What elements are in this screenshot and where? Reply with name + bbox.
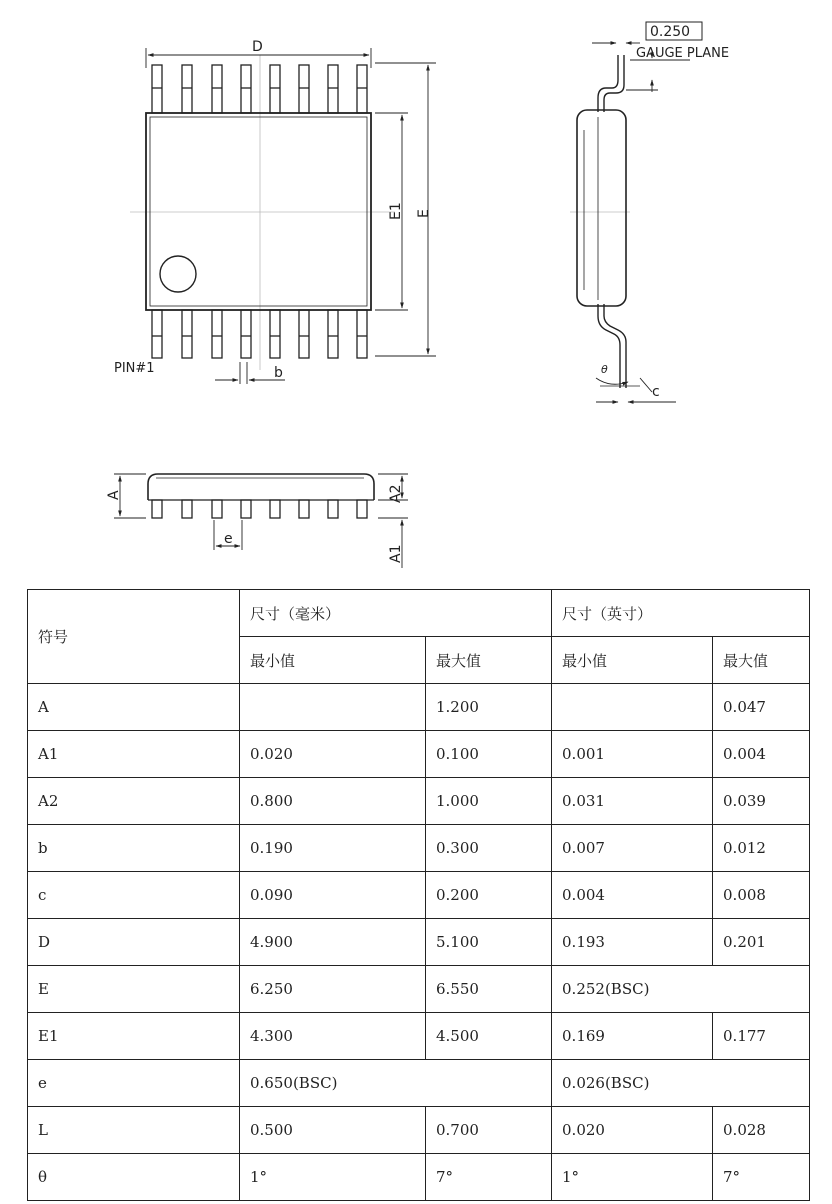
lead-pin xyxy=(212,65,222,113)
mm-min-cell: 0.190 xyxy=(240,825,426,872)
mm-min-cell: 4.300 xyxy=(240,1013,426,1060)
lead-pin xyxy=(328,65,338,113)
table-row xyxy=(28,778,810,825)
symbol-cell: E xyxy=(28,966,240,1013)
dimension-table xyxy=(27,589,810,1201)
lead-pin xyxy=(299,310,309,358)
side-view xyxy=(570,22,702,402)
inch-max-cell: 0.039 xyxy=(713,778,810,825)
table-row xyxy=(28,919,810,966)
front-lead-pin xyxy=(152,500,162,518)
lead-pin xyxy=(357,65,367,113)
symbol-cell: A1 xyxy=(28,731,240,778)
mm-max-cell: 0.700 xyxy=(426,1107,552,1154)
table-row xyxy=(28,825,810,872)
symbol-cell: E1 xyxy=(28,1013,240,1060)
lead-pin xyxy=(299,65,309,113)
symbol-cell: A xyxy=(28,684,240,731)
front-lead-pin xyxy=(357,500,367,518)
inch-min-cell: 0.004 xyxy=(552,872,713,919)
table-row xyxy=(28,684,810,731)
front-lead-pin xyxy=(182,500,192,518)
table-row xyxy=(28,1060,810,1107)
inch-min-cell: 0.193 xyxy=(552,919,713,966)
label-b: b xyxy=(274,365,283,381)
front-view xyxy=(114,474,408,568)
symbol-cell: L xyxy=(28,1107,240,1154)
front-lead-pin xyxy=(241,500,251,518)
pin1-label: PIN#1 xyxy=(114,361,155,376)
label-c: c xyxy=(652,384,660,400)
inch-bsc-cell: 0.252(BSC) xyxy=(552,966,810,1013)
inch-max-header: 最大值 xyxy=(713,637,810,684)
lead-pin xyxy=(182,310,192,358)
table-row xyxy=(28,1107,810,1154)
package-body xyxy=(146,113,371,310)
table-row xyxy=(28,1013,810,1060)
mm-min-cell: 4.900 xyxy=(240,919,426,966)
label-E: E xyxy=(416,209,432,218)
gauge-value: 0.250 xyxy=(650,24,691,40)
inch-max-cell: 0.201 xyxy=(713,919,810,966)
lead-pin xyxy=(357,310,367,358)
symbol-cell: e xyxy=(28,1060,240,1107)
mm-max-cell: 0.200 xyxy=(426,872,552,919)
mm-max-header: 最大值 xyxy=(426,637,552,684)
lead-pin xyxy=(241,310,251,358)
label-e: e xyxy=(224,531,233,547)
symbol-header: 符号 xyxy=(28,590,240,684)
front-lead-pin xyxy=(328,500,338,518)
label-theta: θ xyxy=(601,363,608,376)
mm-min-header: 最小值 xyxy=(240,637,426,684)
pin1-marker xyxy=(160,256,196,292)
inch-min-cell: 0.007 xyxy=(552,825,713,872)
symbol-cell: θ xyxy=(28,1154,240,1201)
inch-min-header: 最小值 xyxy=(552,637,713,684)
label-A: A xyxy=(106,490,122,500)
front-lead-pin xyxy=(299,500,309,518)
mm-max-cell: 0.300 xyxy=(426,825,552,872)
mm-max-cell: 6.550 xyxy=(426,966,552,1013)
table-row xyxy=(28,731,810,778)
mm-max-cell: 4.500 xyxy=(426,1013,552,1060)
mm-min-cell: 0.090 xyxy=(240,872,426,919)
lead-pin xyxy=(270,310,280,358)
mm-bsc-cell: 0.650(BSC) xyxy=(240,1060,552,1107)
symbol-cell: D xyxy=(28,919,240,966)
mm-max-cell: 5.100 xyxy=(426,919,552,966)
inch-max-cell: 0.028 xyxy=(713,1107,810,1154)
mm-max-cell: 7° xyxy=(426,1154,552,1201)
inch-min-cell: 0.031 xyxy=(552,778,713,825)
inch-min-cell xyxy=(552,684,713,731)
mm-min-cell: 0.020 xyxy=(240,731,426,778)
mm-min-cell: 0.500 xyxy=(240,1107,426,1154)
mm-max-cell: 0.100 xyxy=(426,731,552,778)
mm-max-cell: 1.200 xyxy=(426,684,552,731)
inch-max-cell: 7° xyxy=(713,1154,810,1201)
inch-max-cell: 0.047 xyxy=(713,684,810,731)
mm-header: 尺寸（毫米） xyxy=(240,590,552,637)
symbol-cell: A2 xyxy=(28,778,240,825)
inch-max-cell: 0.004 xyxy=(713,731,810,778)
inch-max-cell: 0.177 xyxy=(713,1013,810,1060)
lead-pin xyxy=(152,65,162,113)
inch-min-cell: 0.169 xyxy=(552,1013,713,1060)
symbol-cell: b xyxy=(28,825,240,872)
inch-bsc-cell: 0.026(BSC) xyxy=(552,1060,810,1107)
symbol-cell: c xyxy=(28,872,240,919)
mm-min-cell: 6.250 xyxy=(240,966,426,1013)
lead-pin xyxy=(328,310,338,358)
inch-min-cell: 1° xyxy=(552,1154,713,1201)
label-D: D xyxy=(252,39,263,55)
front-lead-pin xyxy=(270,500,280,518)
lead-pin xyxy=(270,65,280,113)
mm-max-cell: 1.000 xyxy=(426,778,552,825)
table-row xyxy=(28,872,810,919)
table-row xyxy=(28,966,810,1013)
mm-min-cell xyxy=(240,684,426,731)
table-row xyxy=(28,1154,810,1201)
lead-pin xyxy=(182,65,192,113)
lead-pin xyxy=(152,310,162,358)
mm-min-cell: 0.800 xyxy=(240,778,426,825)
inch-min-cell: 0.001 xyxy=(552,731,713,778)
mm-min-cell: 1° xyxy=(240,1154,426,1201)
inch-max-cell: 0.008 xyxy=(713,872,810,919)
front-lead-pin xyxy=(212,500,222,518)
inch-header: 尺寸（英寸） xyxy=(552,590,810,637)
inch-min-cell: 0.020 xyxy=(552,1107,713,1154)
label-A1: A1 xyxy=(388,544,404,563)
lead-pin xyxy=(241,65,251,113)
label-E1: E1 xyxy=(388,202,404,220)
lead-pin xyxy=(212,310,222,358)
package-outline-drawing xyxy=(0,0,832,580)
label-A2: A2 xyxy=(388,484,404,503)
inch-max-cell: 0.012 xyxy=(713,825,810,872)
gauge-plane-label: GAUGE PLANE xyxy=(636,46,730,61)
